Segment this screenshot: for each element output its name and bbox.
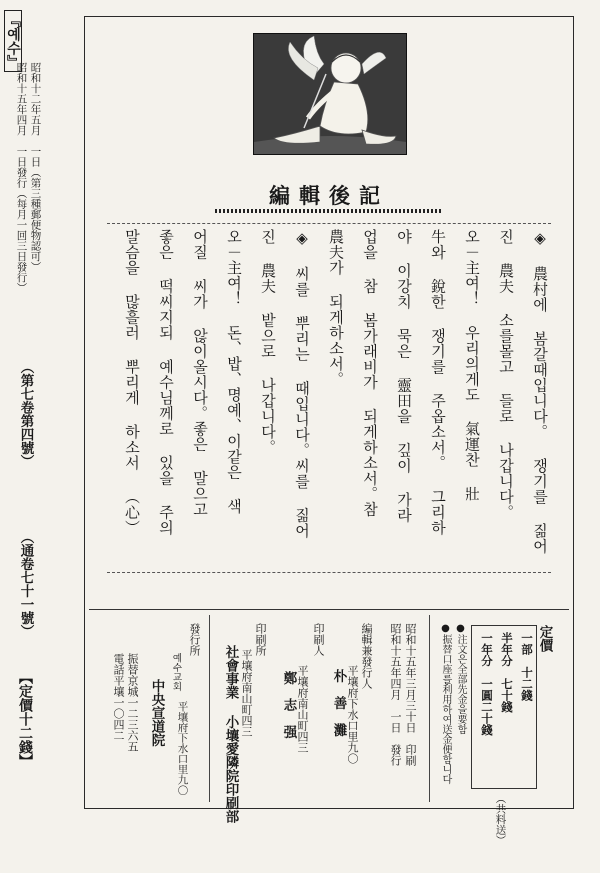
editor-label: 編輯兼發行人 [360,623,373,689]
telephone: 電話平壤一〇四二 [112,653,125,741]
body-column: 牛와 銳한 쟁기를 주옵소서。 그리하 [429,229,447,536]
body-column: 어질 씨가 않이올시다。좋은 말으고 [191,229,209,517]
body-column: 야 이강치 묵은 靈田을 깊이 가라 [395,229,413,523]
colophon-rule [89,609,569,610]
publisher-label: 發行所 [188,623,201,656]
heading-rule [215,209,441,213]
publish-date: 昭和十五年四月 一日 發行 [389,623,402,766]
date-line-1: 昭和十二年五月 一日（第三種郵便物認可） [29,62,42,272]
body-column: ◈ 씨를 뿌리는 때입니다。씨를 짊어 [293,229,311,539]
body-border-top [107,223,551,224]
price-row: 一年分 一圓二十錢 [480,632,494,736]
cumulative-issue: （通卷七十一號） [17,530,34,638]
colophon-divider [429,615,430,802]
price-label: 定價 [536,625,553,652]
body-column: 진 農夫 소를몰고 들로 나갑니다。 [497,229,515,520]
colophon-divider [209,615,210,802]
publication-name: 『예수』 [4,10,22,72]
printer-name: 鄭 志 强 [280,671,297,739]
postage-note: （共料送） [494,793,507,846]
printer-label: 印刷人 [312,623,325,656]
colophon [85,609,573,846]
left-margin [0,0,62,873]
body-column: 업을 참 봄가래비가 되게하소서。참 [361,229,379,517]
body-border-bottom [107,572,551,573]
margin-price: 【定價十二錢】 [17,670,33,768]
body-column: 좋은 떡씨지되 예수님께로 있을 주의 [157,229,175,536]
body-column: 오－主여！ 돈、밥、명예、이같은 색 [225,229,243,514]
article-body [107,229,547,559]
postal-account: 振替京城一二三六五 [126,653,139,752]
body-column: 農夫가 되게하소서。 [327,229,345,387]
print-date: 昭和十五年三月三十日 印刷 [404,623,417,766]
printshop-name: 社會事業 小壤愛隣院印刷部 [222,645,239,823]
printshop-label: 印刷所 [254,623,267,656]
editor-address: 平壤府下水口里九〇 [346,665,359,764]
body-column: 진 農夫 밭으로 나갑니다。 [259,229,277,455]
order-note: ●注文은全部先金을要함 [455,623,466,734]
publisher-address: 平壤府下水口里九〇 [176,701,189,796]
body-column: 말슴을 많흘러 뿌리게 하소서 （心） [123,229,141,536]
body-column: 오－主여！ 우리의게도 氣運찬 壯 [463,229,481,502]
printer-address: 平壤府南山町四三 [296,665,309,753]
price-row: 一部 十二錢 [520,632,534,701]
printshop-address: 平壤府南山町四三 [240,649,253,737]
cherub-illustration [253,33,407,155]
main-frame [84,16,574,846]
publisher-name: 中央宣道院 [148,679,165,747]
body-column: ◈ 農村에 봄갈때입니다。 쟁기를 짊어 [531,229,549,554]
publisher-sub: 예수교회 [170,653,182,691]
remittance-note: ●振替口座를利用하여送金便함니다 [440,623,451,784]
issue-number: （第七卷第四號） [17,360,34,468]
editor-name: 朴 善 灘 [330,669,347,737]
price-box [471,625,537,789]
price-row: 半年分 七十錢 [500,632,514,713]
date-line-2: 昭和十五年四月 一日發行（每月一回三日發行） [15,62,28,293]
editorial-postscript-heading: 編輯後記 [269,183,389,208]
